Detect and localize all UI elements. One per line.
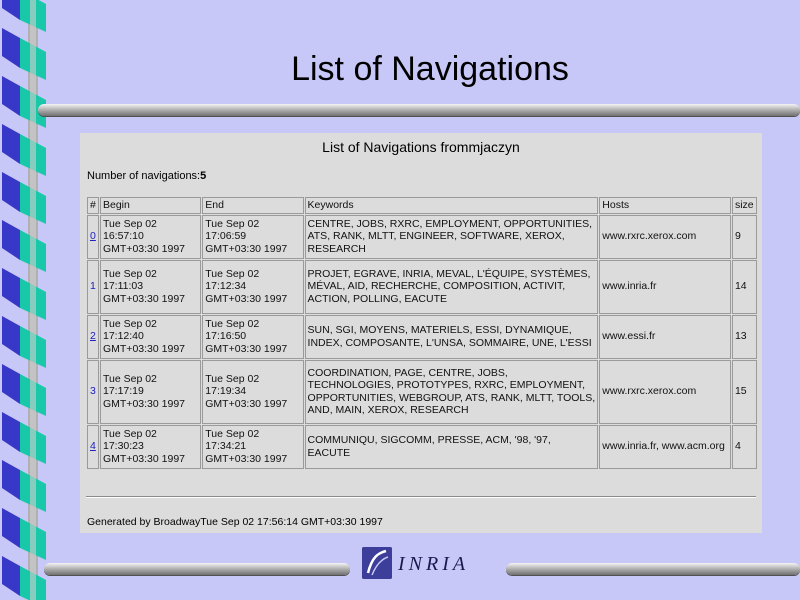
column-header-begin: Begin <box>100 197 201 214</box>
keywords-cell: COORDINATION, PAGE, CENTRE, JOBS, TECHNOLOGIES, PROTOTYPES, RXRC, EMPLOYMENT, OPPORTUNITIES, WEBGROUP, ATS, RANK, MLTT, TOOLS, AND, MAIN, XEROX, RESEARCH <box>305 360 599 424</box>
begin-cell: Tue Sep 02 17:17:19 GMT+03:30 1997 <box>100 360 201 424</box>
row-index <box>87 425 99 469</box>
horizontal-rule <box>86 496 756 498</box>
generated-by-footer: Generated by BroadwayTue Sep 02 17:56:14 GMT+03:30 1997 <box>87 516 383 528</box>
end-cell: Tue Sep 02 17:16:50 GMT+03:30 1997 <box>202 315 303 359</box>
decorative-helix <box>0 0 56 600</box>
row-index-link[interactable]: 4 <box>90 440 96 453</box>
column-header-end: End <box>202 197 303 214</box>
size-cell: 14 <box>732 260 757 314</box>
top-pipe <box>38 104 800 116</box>
end-cell: Tue Sep 02 17:12:34 GMT+03:30 1997 <box>202 260 303 314</box>
table-row <box>87 360 757 424</box>
table-row <box>87 215 757 259</box>
size-cell: 15 <box>732 360 757 424</box>
end-cell: Tue Sep 02 17:06:59 GMT+03:30 1997 <box>202 215 303 259</box>
keywords-cell: CENTRE, JOBS, RXRC, EMPLOYMENT, OPPORTUNITIES, ATS, RANK, MLTT, ENGINEER, SOFTWARE, XEROX, RESEARCH <box>305 215 599 259</box>
column-header-keywords: Keywords <box>305 197 599 214</box>
helix-blue-segment <box>2 124 20 164</box>
row-index <box>87 260 99 314</box>
helix-blue-segment <box>2 460 20 500</box>
bottom-pipe-left <box>44 563 350 575</box>
table-row <box>87 315 757 359</box>
hosts-cell: www.rxrc.xerox.com <box>599 360 731 424</box>
hosts-cell: www.essi.fr <box>599 315 731 359</box>
keywords-cell: SUN, SGI, MOYENS, MATERIELS, ESSI, DYNAMIQUE, INDEX, COMPOSANTE, L'UNSA, SOMMAIRE, UNE, L'ESSI <box>305 315 599 359</box>
row-index <box>87 315 99 359</box>
keywords-cell: PROJET, EGRAVE, INRIA, MEVAL, L'ÉQUIPE, SYSTÈMES, MÉVAL, AID, RECHERCHE, COMPOSITION, ACTIVIT, ACTION, POLLING, EACUTE <box>305 260 599 314</box>
panel-title: List of Navigations frommjaczyn <box>322 139 520 155</box>
hosts-cell: www.rxrc.xerox.com <box>599 215 731 259</box>
helix-blue-segment <box>2 364 20 404</box>
helix-blue-segment <box>2 508 20 548</box>
helix-blue-segment <box>2 28 20 68</box>
inria-logo-text: INRIA <box>398 553 470 575</box>
end-cell: Tue Sep 02 17:19:34 GMT+03:30 1997 <box>202 360 303 424</box>
hosts-cell: www.inria.fr <box>599 260 731 314</box>
navigations-table <box>86 196 758 470</box>
helix-blue-segment <box>2 0 20 20</box>
row-index-link[interactable]: 2 <box>90 330 96 343</box>
navigation-count-value: 5 <box>200 170 207 182</box>
helix-blue-segment <box>2 76 20 116</box>
keywords-cell: COMMUNIQU, SIGCOMM, PRESSE, ACM, '98, '97, EACUTE <box>305 425 599 469</box>
size-cell: 4 <box>732 425 757 469</box>
helix-blue-segment <box>2 172 20 212</box>
row-index-link[interactable]: 0 <box>90 230 96 243</box>
size-cell: 9 <box>732 215 757 259</box>
column-header-hosts: Hosts <box>599 197 731 214</box>
bottom-pipe-right <box>506 563 800 575</box>
inria-logo-icon <box>362 547 392 579</box>
table-row <box>87 260 757 314</box>
table-row <box>87 425 757 469</box>
begin-cell: Tue Sep 02 17:11:03 GMT+03:30 1997 <box>100 260 201 314</box>
slide-title: List of Navigations <box>291 50 569 88</box>
helix-blue-segment <box>2 412 20 452</box>
column-header-index: # <box>87 197 99 214</box>
row-index <box>87 215 99 259</box>
inria-logo <box>362 545 502 585</box>
begin-cell: Tue Sep 02 17:30:23 GMT+03:30 1997 <box>100 425 201 469</box>
end-cell: Tue Sep 02 17:34:21 GMT+03:30 1997 <box>202 425 303 469</box>
table-header-row <box>87 197 757 214</box>
navigation-count-label: Number of navigations: <box>87 170 201 182</box>
navigation-count <box>87 170 206 182</box>
row-index-link[interactable]: 1 <box>90 280 96 293</box>
size-cell: 13 <box>732 315 757 359</box>
row-index <box>87 360 99 424</box>
navigation-panel <box>80 133 762 533</box>
row-index-link[interactable]: 3 <box>90 385 96 398</box>
hosts-cell: www.inria.fr, www.acm.org <box>599 425 731 469</box>
helix-blue-segment <box>2 268 20 308</box>
column-header-size: size <box>732 197 757 214</box>
helix-blue-segment <box>2 556 20 596</box>
helix-blue-segment <box>2 316 20 356</box>
begin-cell: Tue Sep 02 17:12:40 GMT+03:30 1997 <box>100 315 201 359</box>
helix-blue-segment <box>2 220 20 260</box>
begin-cell: Tue Sep 02 16:57:10 GMT+03:30 1997 <box>100 215 201 259</box>
